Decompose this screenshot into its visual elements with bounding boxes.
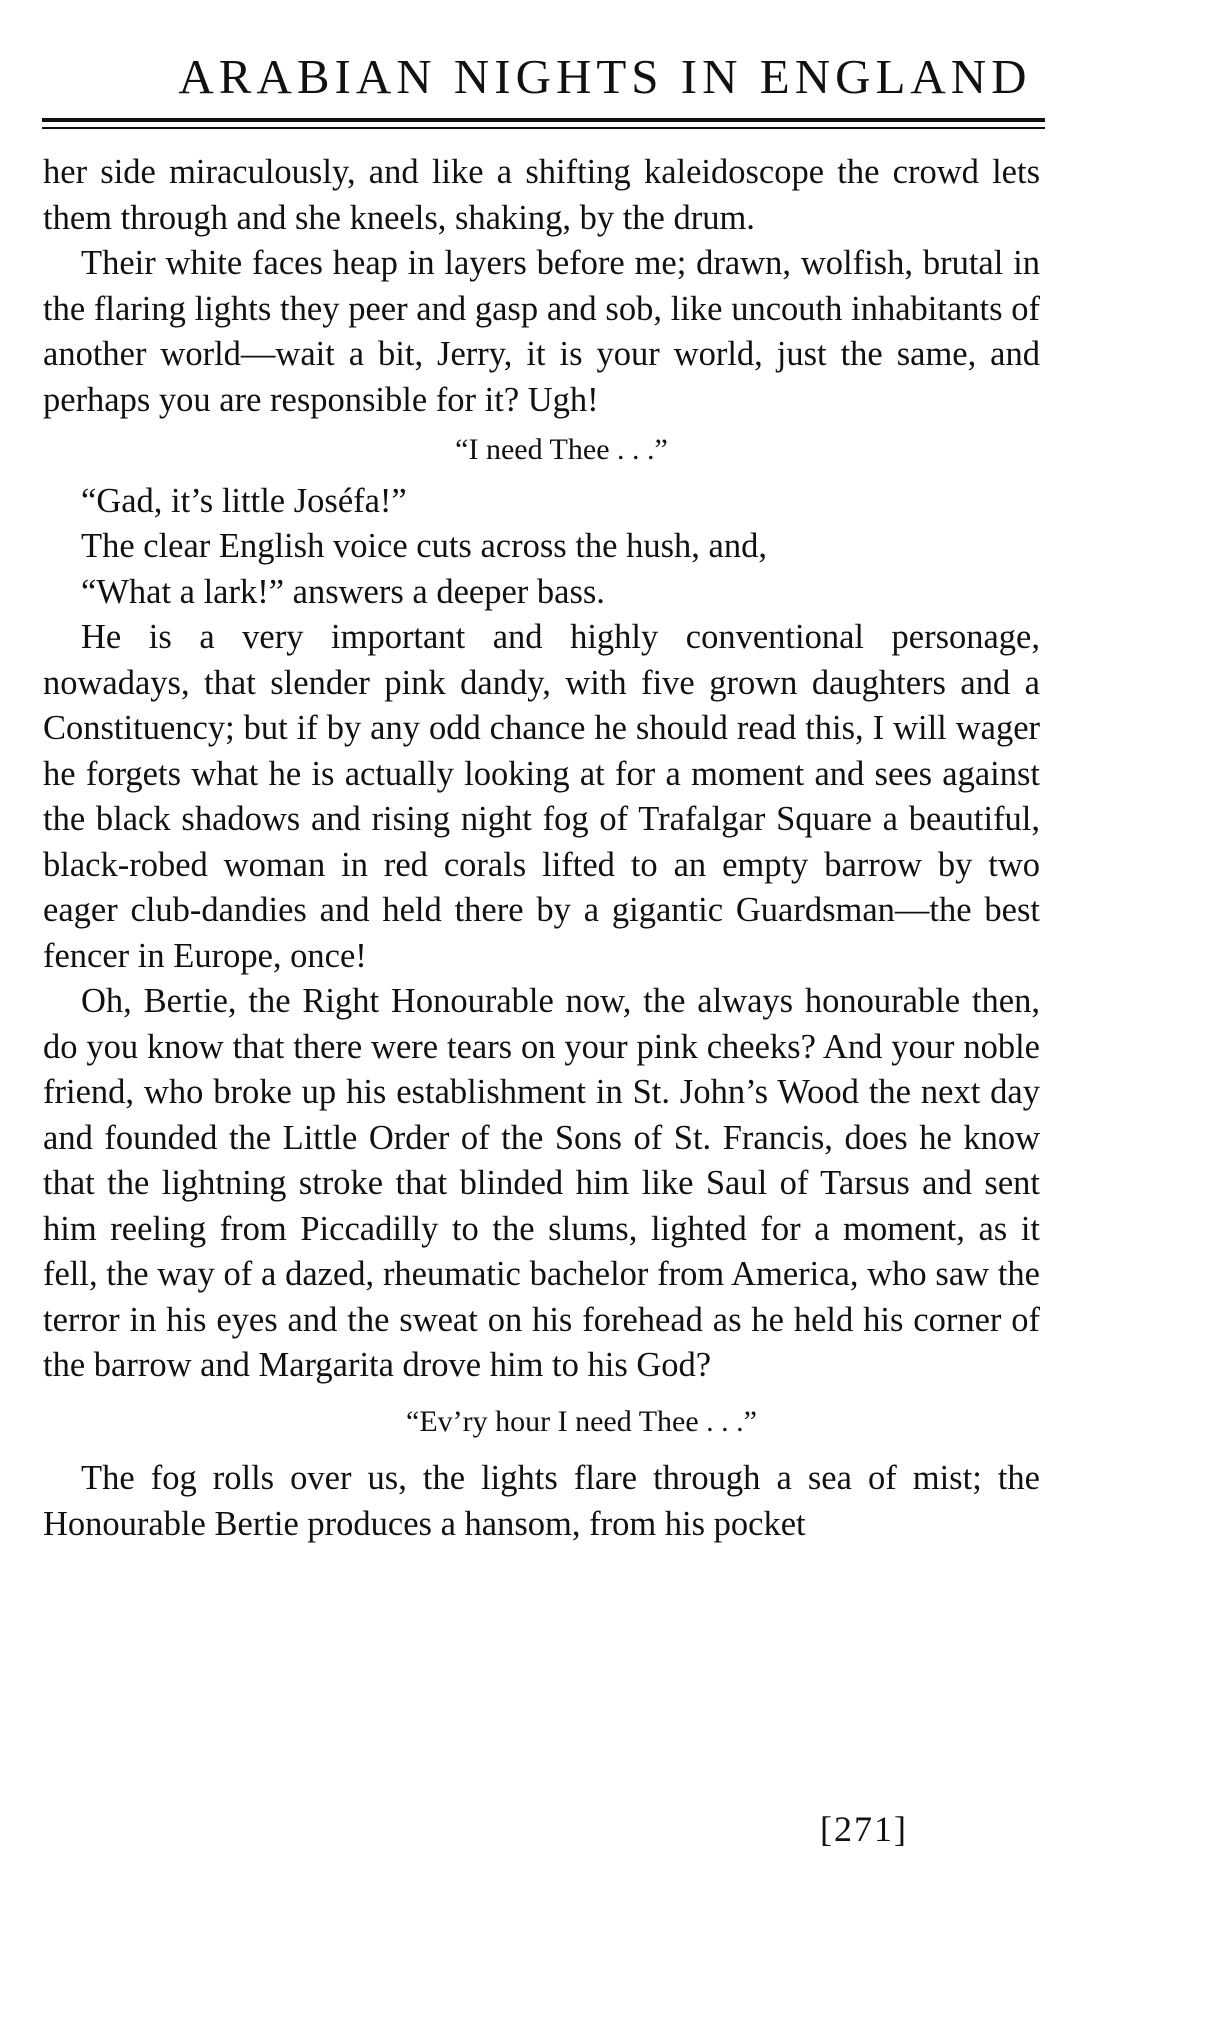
page-number: [271] <box>820 1809 908 1849</box>
paragraph: “Gad, it’s little Joséfa!” <box>81 481 407 520</box>
paragraph: her side miraculously, and like a shifting kaleidoscope the crowd lets them through and she kneels, shaking, by the drum. <box>43 153 1040 237</box>
paragraph: The clear English voice cuts across the hush, and, <box>81 527 767 565</box>
hymn-line: “Ev’ry hour I need Thee . . .” <box>406 1404 757 1438</box>
running-title: ARABIAN NIGHTS IN ENGLAND <box>178 49 1032 104</box>
hymn-line: “I need Thee . . .” <box>455 433 668 466</box>
paragraph: Their white faces heap in layers before me; drawn, wolfish, brutal in the flaring lights they peer and gasp and sob, like uncouth inhabitants of another world—wait a bit, Jerry, it is your world, just the same, and perhaps you are responsible for it? Ugh! <box>43 244 1040 419</box>
body-text <box>43 150 1040 1547</box>
paragraph: “What a lark!” answers a deeper bass. <box>81 572 605 611</box>
header-rule-thin <box>42 127 1045 129</box>
header-rule-thick <box>42 118 1045 122</box>
paragraph: He is a very important and highly conventional personage, nowadays, that slender pink dandy, with five grown daughters and a Constituency; but if by any odd chance he should read this, I will wager he forgets what he is actually looking at for a moment and sees against the black shadows and rising night fog of Trafalgar Square a beautiful, black-robed woman in red corals lifted to an empty barrow by two eager club-dandies and held there by a gigantic Guardsman—the best fencer in Europe, once! <box>43 618 1040 975</box>
paragraph: The fog rolls over us, the lights flare through a sea of mist; the Honourable Bertie produces a hansom, from his pocket <box>43 1459 1040 1543</box>
paragraph: Oh, Bertie, the Right Honourable now, the always honourable then, do you know that there were tears on your pink cheeks? And your noble friend, who broke up his establishment in St. John’s Wood the next day and founded the Little Order of the Sons of St. Francis, does he know that the lightning stroke that blinded him like Saul of Tarsus and sent him reeling from Piccadilly to the slums, lighted for a moment, as it fell, the way of a dazed, rheumatic bachelor from America, who saw the terror in his eyes and the sweat on his forehead as he held his corner of the barrow and Margarita drove him to his God? <box>43 982 1040 1384</box>
